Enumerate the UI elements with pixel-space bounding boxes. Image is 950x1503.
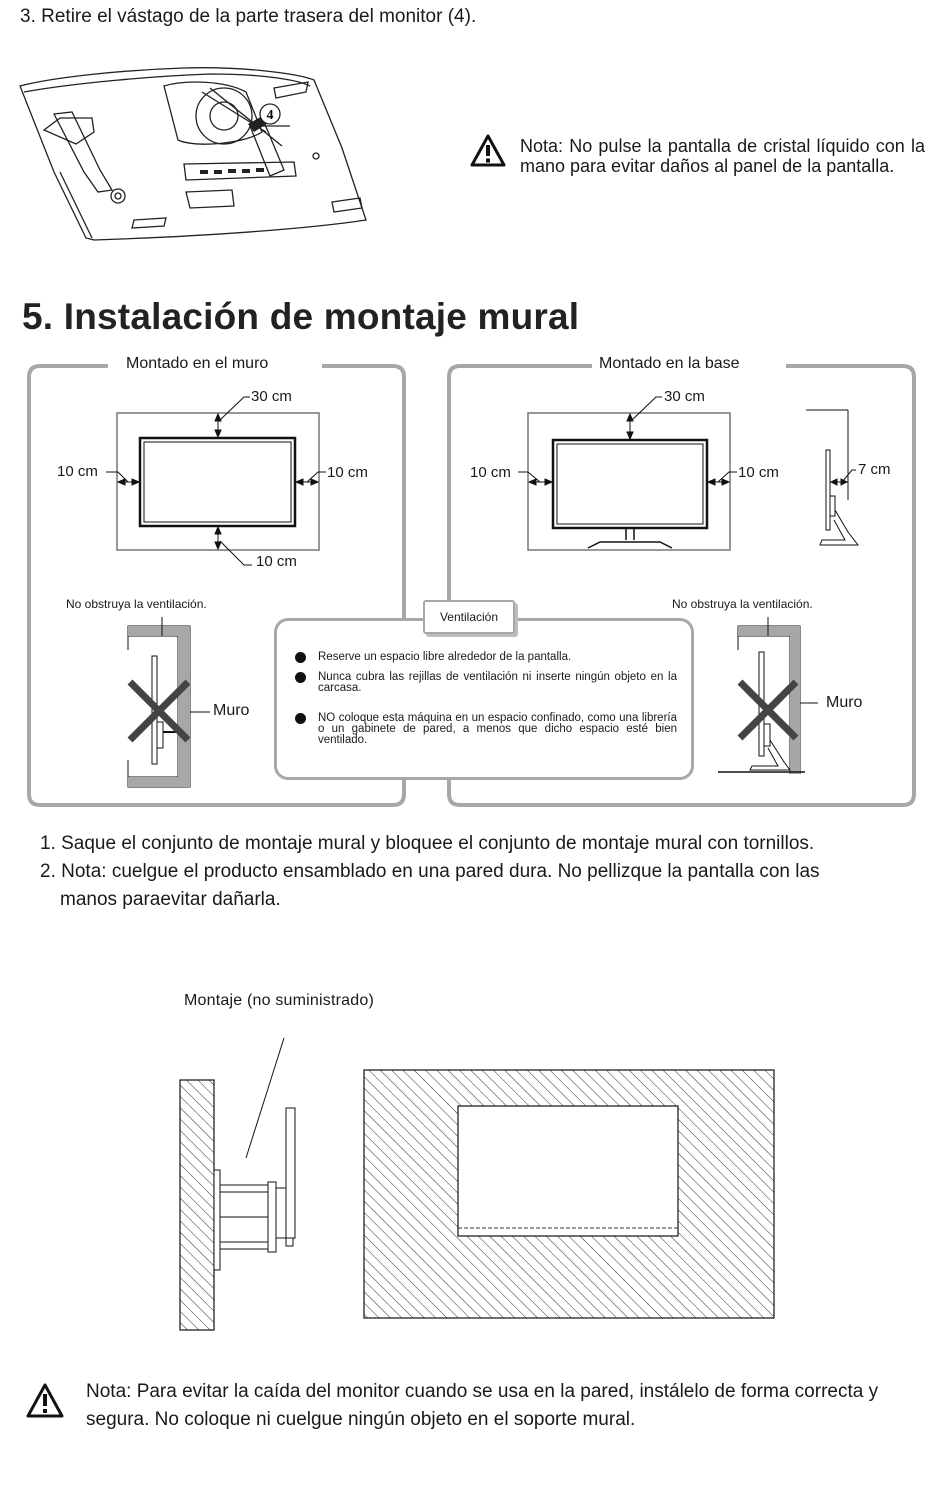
bullet-icon [295, 652, 306, 663]
note-lcd-warning: Nota: No pulse la pantalla de cristal líquido con la mano para evitar daños al panel de la pantalla. [520, 136, 925, 176]
instruction-2-cont: manos paraevitar dañarla. [60, 889, 281, 910]
callout-number: 4 [266, 108, 274, 123]
bullet-icon [295, 713, 306, 724]
right-dim-top: 30 cm [664, 388, 705, 405]
note-wall-safety: Nota: Para evitar la caída del monitor cuando se usa en la pared, instálelo de forma correcta y segura. No coloque ni cuelgue ningún objeto en el soporte mural. [86, 1381, 879, 1430]
warning-icon [26, 1383, 64, 1419]
instruction-2: 2. Nota: cuelgue el producto ensamblado en una pared dura. No pellizque la pantalla con las [40, 861, 820, 882]
right-dim-side: 7 cm [858, 461, 891, 478]
section-title: 5. Instalación de montaje mural [22, 296, 580, 337]
wall-mount-illustration [170, 1030, 790, 1340]
ventilation-tab: Ventilación [423, 600, 515, 634]
left-dim-right: 10 cm [327, 464, 368, 481]
right-dim-left: 10 cm [470, 464, 511, 481]
step-3-text: 3. Retire el vástago de la parte trasera del monitor (4). [20, 6, 477, 27]
right-dim-right: 10 cm [738, 464, 779, 481]
left-panel-title: Montado en el muro [120, 355, 274, 373]
vent-item: Nunca cubra las rejillas de ventilación ni inserte ningún objeto en la carcasa. [295, 672, 677, 694]
ventilation-box [274, 618, 694, 780]
left-no-obstruct: No obstruya la ventilación. [66, 597, 207, 611]
vent-item: NO coloque esta máquina en un espacio confinado, como una librería o un gabinete de pared, a menos que dicho espacio esté bien ventilado. [295, 713, 677, 746]
left-dim-bottom: 10 cm [256, 553, 297, 570]
instruction-1: 1. Saque el conjunto de montaje mural y bloquee el conjunto de montaje mural con tornillos. [40, 833, 815, 854]
bullet-icon [295, 672, 306, 683]
left-muro-label: Muro [213, 702, 250, 719]
warning-icon [470, 134, 506, 168]
vent-item: Reserve un espacio libre alrededor de la pantalla. [295, 652, 677, 663]
right-no-obstruct: No obstruya la ventilación. [672, 597, 813, 611]
monitor-rear-illustration [14, 52, 374, 242]
right-muro-label: Muro [826, 694, 863, 711]
montaje-label: Montaje (no suministrado) [184, 992, 374, 1009]
left-dim-left: 10 cm [57, 463, 98, 480]
right-panel-title: Montado en la base [593, 355, 746, 373]
left-dim-top: 30 cm [251, 388, 292, 405]
